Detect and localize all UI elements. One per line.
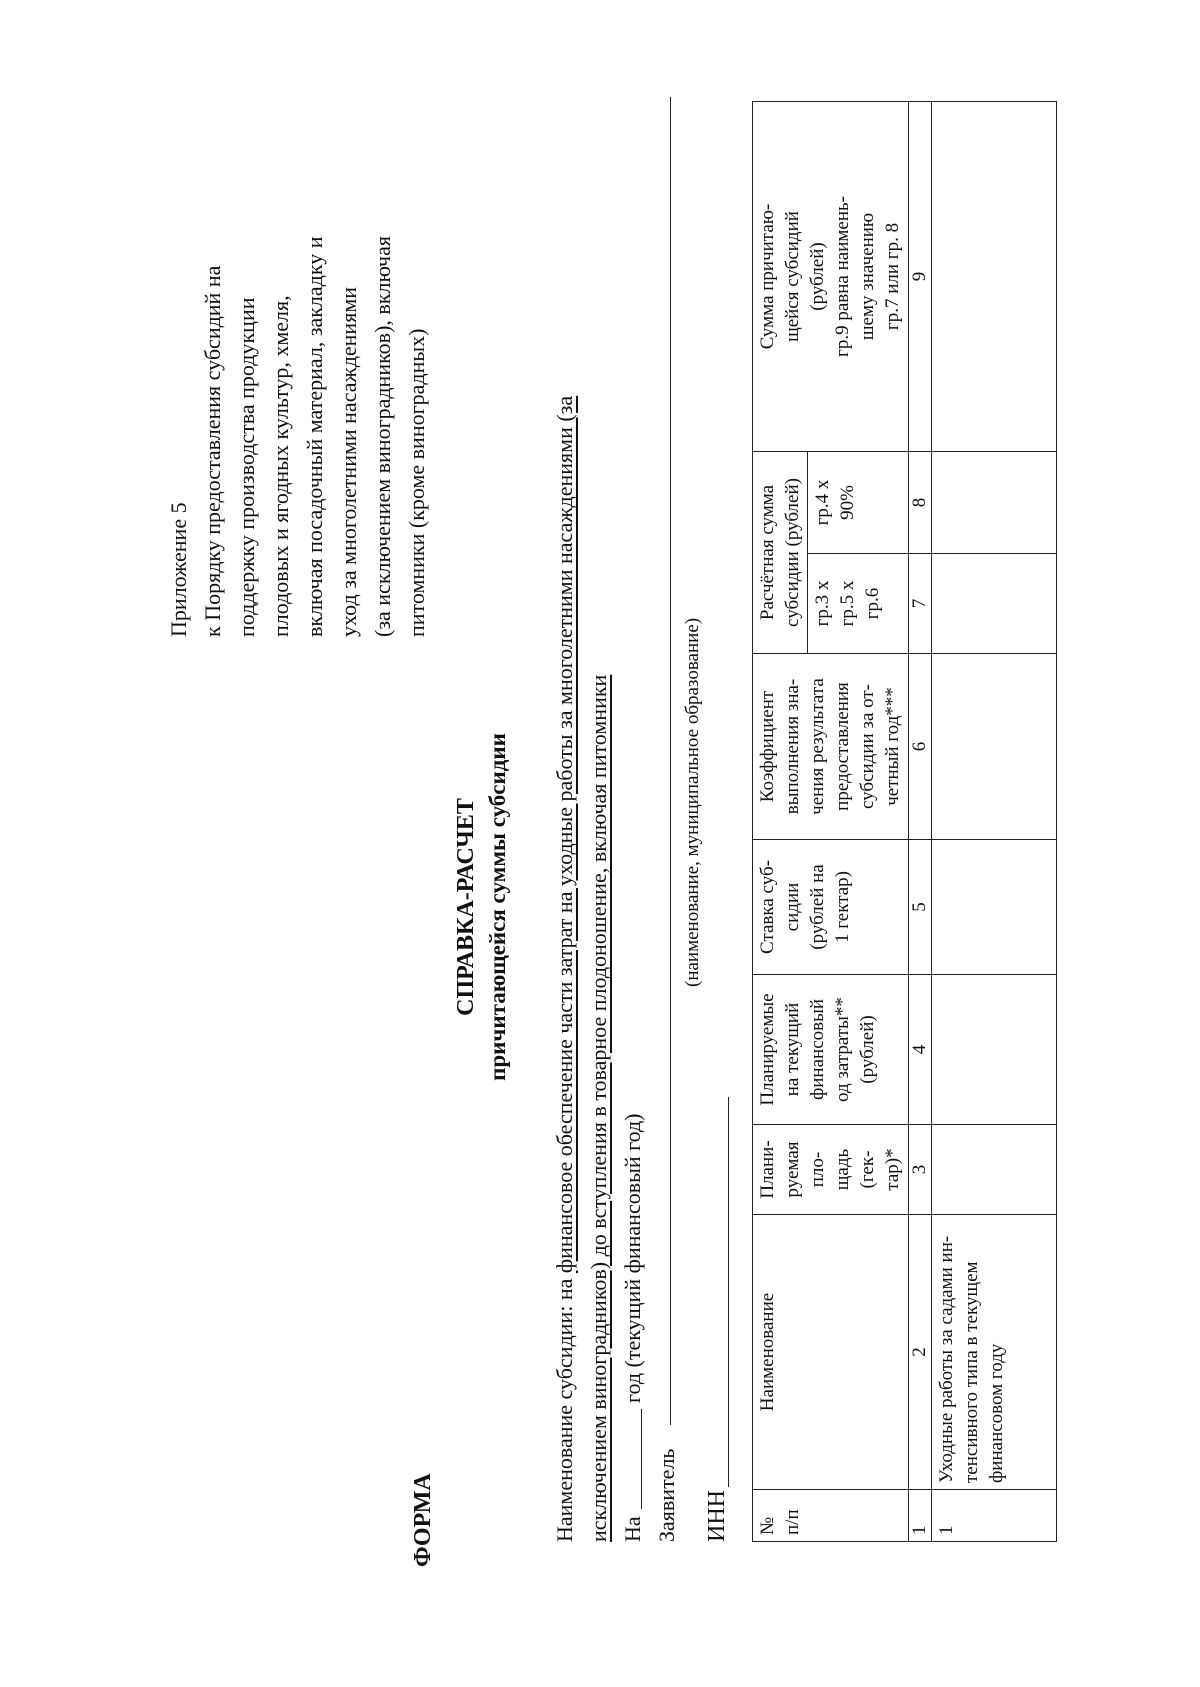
header-coefficient: Коэффициент выполнения зна- чения результата предоставления субсидии за от- четный год*** [753, 654, 909, 840]
appendix-line: к Порядку предоставления субсидий на [200, 265, 225, 637]
applicant-caption: (наименование, муниципальное образование) [682, 617, 703, 987]
subsidy-name-label: Наименование субсидии: на [552, 1273, 577, 1542]
header-calc-a: гр.3 х гр.5 х гр.6 [808, 554, 909, 654]
column-number: 5 [909, 840, 932, 975]
title-line-2: причитающейся суммы субсидии [485, 733, 510, 1081]
appendix-line: питомники (кроме виноградных) [404, 328, 429, 637]
appendix-line: плодовых и ягодных культур, хмеля, [268, 295, 293, 637]
header-calc-group: Расчётная сумма субсидии (рублей) [753, 451, 808, 653]
column-number: 3 [909, 1125, 932, 1215]
row-calc-a-cell[interactable] [932, 554, 1057, 654]
year-blank [641, 1409, 642, 1509]
appendix-block [162, 77, 434, 637]
header-rate: Ставка суб- сидии (рублей на 1 гектар) [753, 840, 909, 975]
row-name: Уходные работы за садами ин- тенсивного типа в текущем финансовом году [932, 1215, 1057, 1490]
document-title [450, 557, 514, 1257]
header-costs: Планируемые на текущий финансовый од затраты** (рублей) [753, 975, 909, 1125]
appendix-title: Приложение 5 [166, 502, 191, 637]
row-area-cell[interactable] [932, 1125, 1057, 1215]
column-number: 8 [909, 451, 932, 553]
column-number-row [909, 101, 932, 1541]
row-coefficient-cell[interactable] [932, 654, 1057, 840]
form-label: ФОРМА [410, 1473, 436, 1567]
appendix-line: (за исключением виноградников), включая [370, 236, 395, 637]
inn-blank [728, 1097, 729, 1487]
header-area: Плани- руемая пло- щадь (гек- тар)* [753, 1125, 909, 1215]
header-calc-b: гр.4 х 90% [808, 451, 909, 553]
column-number: 7 [909, 554, 932, 654]
inn-label: ИНН [704, 1490, 730, 1542]
appendix-line: включая посадочный материал, закладку и [302, 236, 327, 637]
year-line [616, 1516, 650, 1542]
subsidy-table [752, 101, 1057, 1542]
row-rate-cell[interactable] [932, 840, 1057, 975]
title-line-1: СПРАВКА-РАСЧЕТ [453, 798, 479, 1016]
table-header-row [753, 101, 808, 1541]
year-suffix: год (текущий финансовый год) [620, 1113, 645, 1403]
row-costs-cell[interactable] [932, 975, 1057, 1125]
applicant-label: Заявитель [654, 1448, 679, 1542]
header-num: № п/п [753, 1490, 909, 1542]
column-number: 1 [909, 1490, 932, 1542]
header-name: Наименование [753, 1215, 909, 1490]
row-due-cell[interactable] [932, 101, 1057, 451]
subsidy-name-line-2 [582, 675, 616, 1542]
appendix-line: уход за многолетними насаждениями [336, 286, 361, 637]
applicant-blank [670, 97, 671, 1425]
row-num: 1 [932, 1490, 1057, 1542]
header-due-amount: Сумма причитаю- щейся субсидий (рублей) гр.9 равна наимень- шему значению гр.7 или гр. 8 [753, 101, 909, 451]
table-row [932, 101, 1057, 1541]
row-calc-b-cell[interactable] [932, 451, 1057, 553]
year-prefix: На [620, 1516, 645, 1542]
subsidy-name-line-1 [548, 396, 582, 1542]
column-number: 2 [909, 1215, 932, 1490]
appendix-line: поддержку производства продукции [234, 297, 259, 637]
subsidy-name-value: финансовое обеспечение части затрат на уходные работы за многолетними насаждениями (за [552, 395, 577, 1274]
subsidy-name-value-cont: исключением виноградников) до вступления в товарное плодоношение, включая питомники [586, 674, 611, 1542]
column-number: 9 [909, 101, 932, 451]
column-number: 4 [909, 975, 932, 1125]
column-number: 6 [909, 654, 932, 840]
